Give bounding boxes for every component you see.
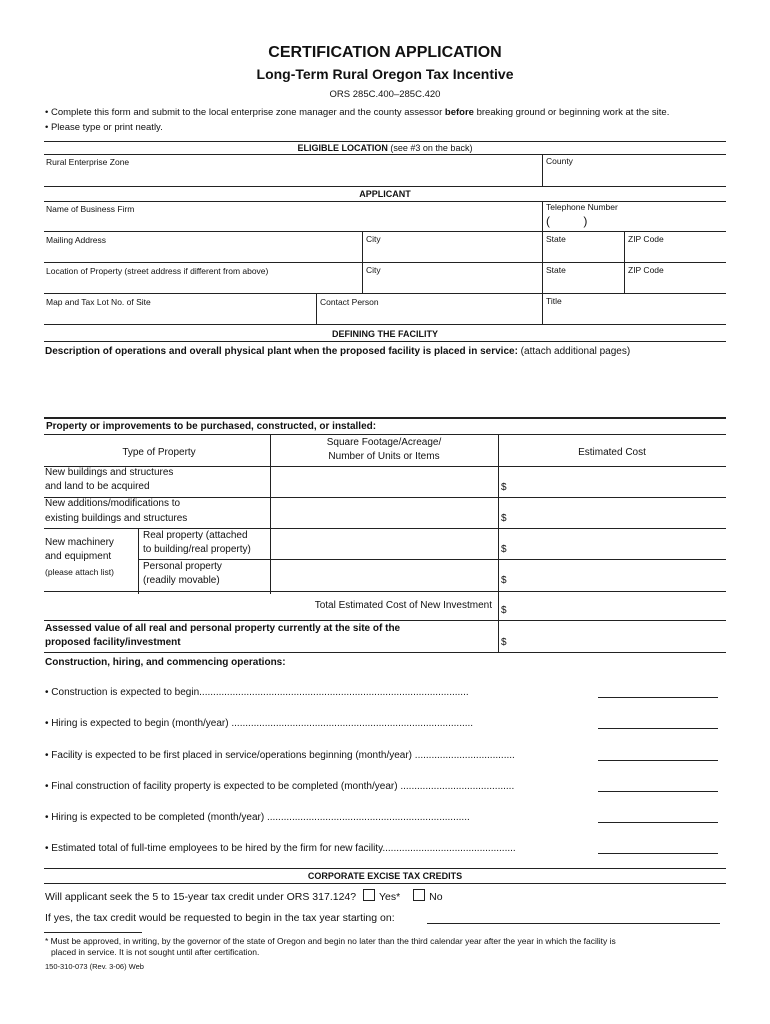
cost-new-additions[interactable]: $: [501, 513, 507, 524]
statute-reference: ORS 285C.400–285C.420: [329, 89, 441, 100]
telephone-area-code: ( ): [546, 214, 588, 228]
instruction-line-2: • Please type or print neatly.: [45, 122, 163, 133]
page-title: CERTIFICATION APPLICATION: [268, 44, 502, 61]
mailing-state-field[interactable]: State: [546, 234, 566, 244]
description-field[interactable]: Description of operations and overall physical plant when the proposed facility is placed in service: (attach additional pages): [45, 346, 631, 357]
schedule-hiring-begin: • Hiring is expected to begin (month/year) .......................................................................................: [45, 718, 474, 729]
schedule-employees-total-input[interactable]: [598, 853, 718, 854]
instruction-line-1: • Complete this form and submit to the local enterprise zone manager and the county assessor before breaking ground or beginning work at the site.: [45, 107, 670, 118]
column-estimated-cost: Estimated Cost: [578, 447, 646, 458]
row-personal-property-1: Personal property: [143, 561, 222, 572]
property-zip-field[interactable]: ZIP Code: [628, 265, 664, 275]
title-field[interactable]: Title: [546, 296, 562, 306]
schedule-hiring-begin-input[interactable]: [598, 728, 718, 729]
map-tax-lot-field[interactable]: Map and Tax Lot No. of Site: [46, 297, 151, 307]
yes-checkbox[interactable]: [363, 889, 375, 901]
row-new-additions-1: New additions/modifications to: [45, 498, 181, 509]
mailing-zip-field[interactable]: ZIP Code: [628, 234, 664, 244]
schedule-placed-in-service-input[interactable]: [598, 760, 718, 761]
row-machinery-1: New machinery: [45, 537, 114, 548]
section-defining-facility: DEFINING THE FACILITY: [331, 329, 438, 339]
property-location-field[interactable]: Location of Property (street address if different from above): [46, 266, 269, 276]
assessed-value-label-1: Assessed value of all real and personal property currently at the site of the: [45, 623, 401, 634]
telephone-field[interactable]: Telephone Number: [546, 202, 618, 212]
section-corporate-excise: CORPORATE EXCISE TAX CREDITS: [307, 871, 463, 881]
cost-new-buildings[interactable]: $: [501, 482, 507, 493]
rural-enterprise-zone-field[interactable]: Rural Enterprise Zone: [46, 157, 130, 167]
property-heading: Property or improvements to be purchased, constructed, or installed:: [46, 421, 377, 432]
row-machinery-note: (please attach list): [45, 567, 114, 577]
construction-heading: Construction, hiring, and commencing operations:: [45, 657, 286, 668]
section-eligible-location: ELIGIBLE LOCATION (see #3 on the back): [297, 143, 473, 153]
mailing-city-field[interactable]: City: [366, 234, 381, 244]
business-firm-field[interactable]: Name of Business Firm: [46, 204, 135, 214]
property-city-field[interactable]: City: [366, 265, 381, 275]
assessed-value-label-2: proposed facility/investment: [45, 637, 181, 648]
schedule-hiring-complete-input[interactable]: [598, 822, 718, 823]
contact-person-field[interactable]: Contact Person: [320, 297, 379, 307]
cost-total[interactable]: $: [501, 605, 507, 616]
total-cost-label: Total Estimated Cost of New Investment: [314, 600, 492, 611]
mailing-address-field[interactable]: Mailing Address: [46, 235, 107, 245]
row-new-buildings-2: and land to be acquired: [45, 481, 150, 492]
row-personal-property-2: (readily movable): [143, 575, 220, 586]
property-state-field[interactable]: State: [546, 265, 566, 275]
column-type-of-property: Type of Property: [122, 447, 196, 458]
schedule-hiring-complete: • Hiring is expected to be completed (month/year) .........................................................................: [45, 812, 470, 823]
page-subtitle: Long-Term Rural Oregon Tax Incentive: [256, 66, 514, 82]
tax-year-start-label: If yes, the tax credit would be requested to begin in the tax year starting on:: [45, 912, 395, 924]
row-new-additions-2: existing buildings and structures: [45, 513, 188, 524]
cost-real-property[interactable]: $: [501, 544, 507, 555]
cost-personal-property[interactable]: $: [501, 575, 507, 586]
footnote-line-1: * Must be approved, in writing, by the governor of the state of Oregon and begin no later than the third calendar year after the year in which the facility is: [45, 936, 616, 946]
no-label: No: [429, 891, 443, 903]
schedule-construction-complete-input[interactable]: [598, 791, 718, 792]
no-checkbox[interactable]: [413, 889, 425, 901]
schedule-construction-complete: • Final construction of facility property is expected to be completed (month/year) .........................................: [45, 781, 515, 792]
form-number: 150-310-073 (Rev. 3-06) Web: [45, 962, 144, 971]
column-square-footage-1: Square Footage/Acreage/: [326, 437, 442, 448]
row-new-buildings-1: New buildings and structures: [45, 467, 174, 478]
footnote-line-2: placed in service. It is not sought until after certification.: [51, 947, 260, 957]
row-real-property-2: to building/real property): [143, 544, 251, 555]
column-square-footage-2: Number of Units or Items: [328, 451, 440, 462]
schedule-construction-begin: • Construction is expected to begin.................................................................................................: [45, 687, 469, 698]
row-machinery-2: and equipment: [45, 551, 112, 562]
section-applicant: APPLICANT: [359, 189, 411, 199]
schedule-construction-begin-input[interactable]: [598, 697, 718, 698]
schedule-placed-in-service: • Facility is expected to be first placed in service/operations beginning (month/year) ....................................: [45, 750, 515, 761]
tax-credit-question: Will applicant seek the 5 to 15-year tax credit under ORS 317.124? Yes* No: [45, 891, 443, 903]
cost-assessed-value[interactable]: $: [501, 637, 507, 648]
schedule-employees-total: • Estimated total of full-time employees to be hired by the firm for new facility................................................: [45, 843, 516, 854]
yes-label: Yes*: [379, 891, 401, 903]
row-real-property-1: Real property (attached: [143, 530, 248, 541]
county-field[interactable]: County: [546, 156, 573, 166]
tax-year-start-input[interactable]: [427, 923, 720, 924]
